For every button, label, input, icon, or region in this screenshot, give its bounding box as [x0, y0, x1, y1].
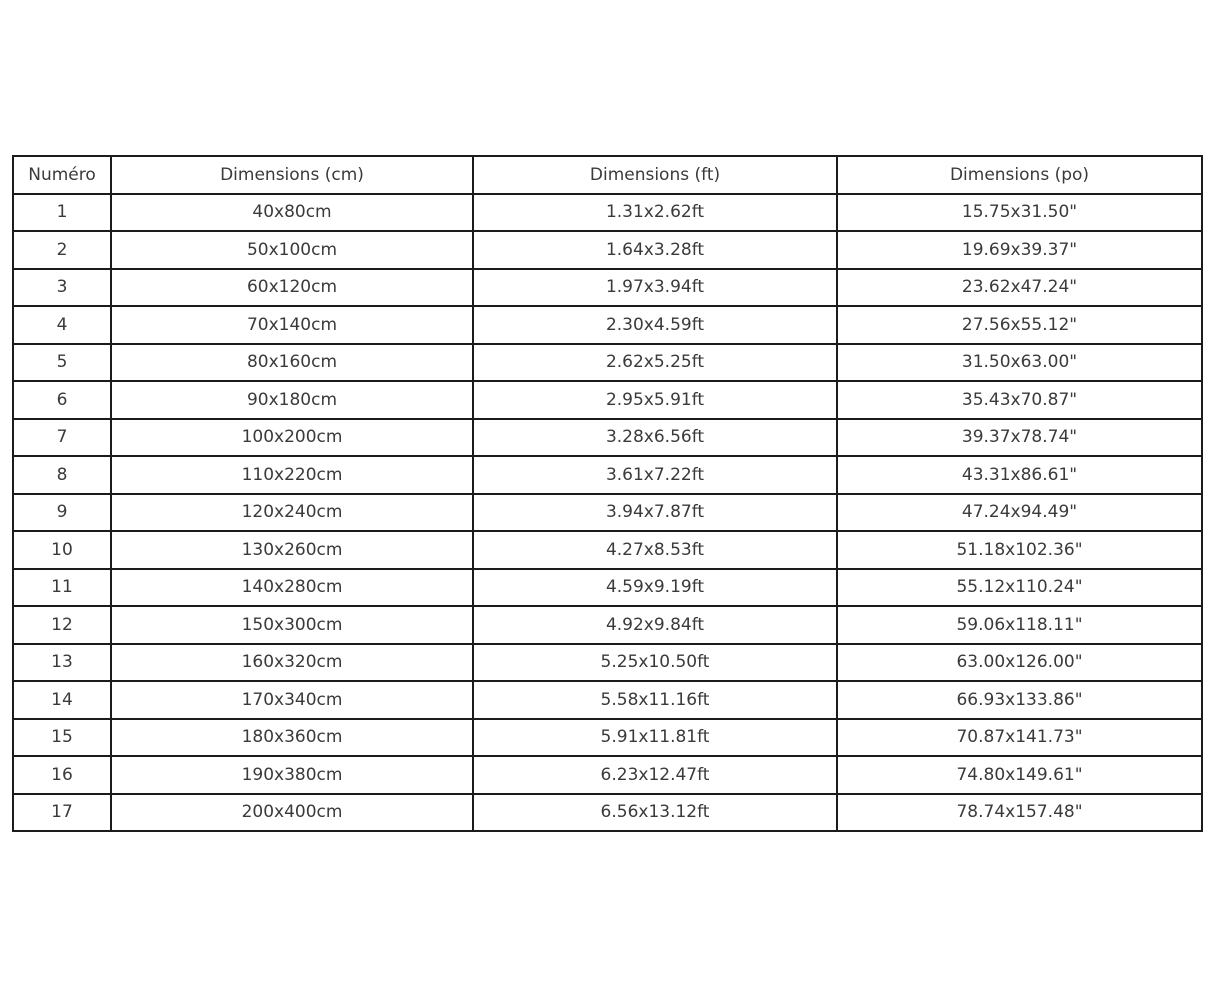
table-header [13, 156, 1202, 194]
table-cell: 55.12x110.24" [837, 569, 1202, 607]
table-cell: 6.23x12.47ft [473, 756, 837, 794]
table-cell: 3.94x7.87ft [473, 494, 837, 532]
table-cell: 13 [13, 644, 111, 682]
table-cell: 9 [13, 494, 111, 532]
table-cell: 5.25x10.50ft [473, 644, 837, 682]
table-cell: 100x200cm [111, 419, 473, 457]
header-cell-dimensions-cm: Dimensions (cm) [111, 156, 473, 194]
table-cell: 1.97x3.94ft [473, 269, 837, 307]
table-cell: 59.06x118.11" [837, 606, 1202, 644]
table-cell: 6.56x13.12ft [473, 794, 837, 832]
table-cell: 74.80x149.61" [837, 756, 1202, 794]
table-cell: 70x140cm [111, 306, 473, 344]
table-cell: 180x360cm [111, 719, 473, 757]
table-cell: 4.92x9.84ft [473, 606, 837, 644]
table-cell: 90x180cm [111, 381, 473, 419]
table-cell: 14 [13, 681, 111, 719]
table-cell: 3 [13, 269, 111, 307]
table-row [13, 719, 1202, 757]
table-cell: 170x340cm [111, 681, 473, 719]
table-row [13, 681, 1202, 719]
header-row [13, 156, 1202, 194]
table-row [13, 269, 1202, 307]
table-cell: 4 [13, 306, 111, 344]
table-cell: 190x380cm [111, 756, 473, 794]
table-cell: 200x400cm [111, 794, 473, 832]
table-row [13, 569, 1202, 607]
table-cell: 120x240cm [111, 494, 473, 532]
table-cell: 5.58x11.16ft [473, 681, 837, 719]
table-cell: 1.31x2.62ft [473, 194, 837, 232]
table-cell: 160x320cm [111, 644, 473, 682]
table-cell: 8 [13, 456, 111, 494]
table-cell: 2.30x4.59ft [473, 306, 837, 344]
table-row [13, 194, 1202, 232]
table-cell: 15.75x31.50" [837, 194, 1202, 232]
table-cell: 10 [13, 531, 111, 569]
table-cell: 5 [13, 344, 111, 382]
table-cell: 140x280cm [111, 569, 473, 607]
table-cell: 35.43x70.87" [837, 381, 1202, 419]
table-cell: 23.62x47.24" [837, 269, 1202, 307]
table-cell: 6 [13, 381, 111, 419]
table-row [13, 756, 1202, 794]
table-row [13, 606, 1202, 644]
table-row [13, 306, 1202, 344]
table-cell: 51.18x102.36" [837, 531, 1202, 569]
table-row [13, 419, 1202, 457]
table-cell: 3.61x7.22ft [473, 456, 837, 494]
table-row [13, 494, 1202, 532]
table-cell: 15 [13, 719, 111, 757]
header-cell-numero: Numéro [13, 156, 111, 194]
table-cell: 12 [13, 606, 111, 644]
table-cell: 78.74x157.48" [837, 794, 1202, 832]
table-cell: 3.28x6.56ft [473, 419, 837, 457]
header-cell-dimensions-po: Dimensions (po) [837, 156, 1202, 194]
table-row [13, 381, 1202, 419]
table-cell: 2.95x5.91ft [473, 381, 837, 419]
table-cell: 43.31x86.61" [837, 456, 1202, 494]
table-row [13, 456, 1202, 494]
table-body [13, 194, 1202, 832]
table-cell: 19.69x39.37" [837, 231, 1202, 269]
table-cell: 4.59x9.19ft [473, 569, 837, 607]
table-cell: 80x160cm [111, 344, 473, 382]
table-cell: 130x260cm [111, 531, 473, 569]
table-cell: 11 [13, 569, 111, 607]
table-row [13, 344, 1202, 382]
table-cell: 27.56x55.12" [837, 306, 1202, 344]
table-cell: 2.62x5.25ft [473, 344, 837, 382]
table-cell: 39.37x78.74" [837, 419, 1202, 457]
header-cell-dimensions-ft: Dimensions (ft) [473, 156, 837, 194]
table-cell: 40x80cm [111, 194, 473, 232]
table-row [13, 794, 1202, 832]
dimensions-table-container [12, 155, 1201, 832]
table-cell: 150x300cm [111, 606, 473, 644]
table-row [13, 644, 1202, 682]
table-cell: 31.50x63.00" [837, 344, 1202, 382]
dimensions-table [12, 155, 1203, 832]
table-cell: 60x120cm [111, 269, 473, 307]
table-cell: 2 [13, 231, 111, 269]
table-cell: 5.91x11.81ft [473, 719, 837, 757]
table-cell: 66.93x133.86" [837, 681, 1202, 719]
table-row [13, 231, 1202, 269]
table-cell: 110x220cm [111, 456, 473, 494]
table-cell: 47.24x94.49" [837, 494, 1202, 532]
table-cell: 17 [13, 794, 111, 832]
table-cell: 4.27x8.53ft [473, 531, 837, 569]
table-row [13, 531, 1202, 569]
table-cell: 16 [13, 756, 111, 794]
table-cell: 7 [13, 419, 111, 457]
table-cell: 1 [13, 194, 111, 232]
table-cell: 70.87x141.73" [837, 719, 1202, 757]
table-cell: 1.64x3.28ft [473, 231, 837, 269]
table-cell: 50x100cm [111, 231, 473, 269]
table-cell: 63.00x126.00" [837, 644, 1202, 682]
